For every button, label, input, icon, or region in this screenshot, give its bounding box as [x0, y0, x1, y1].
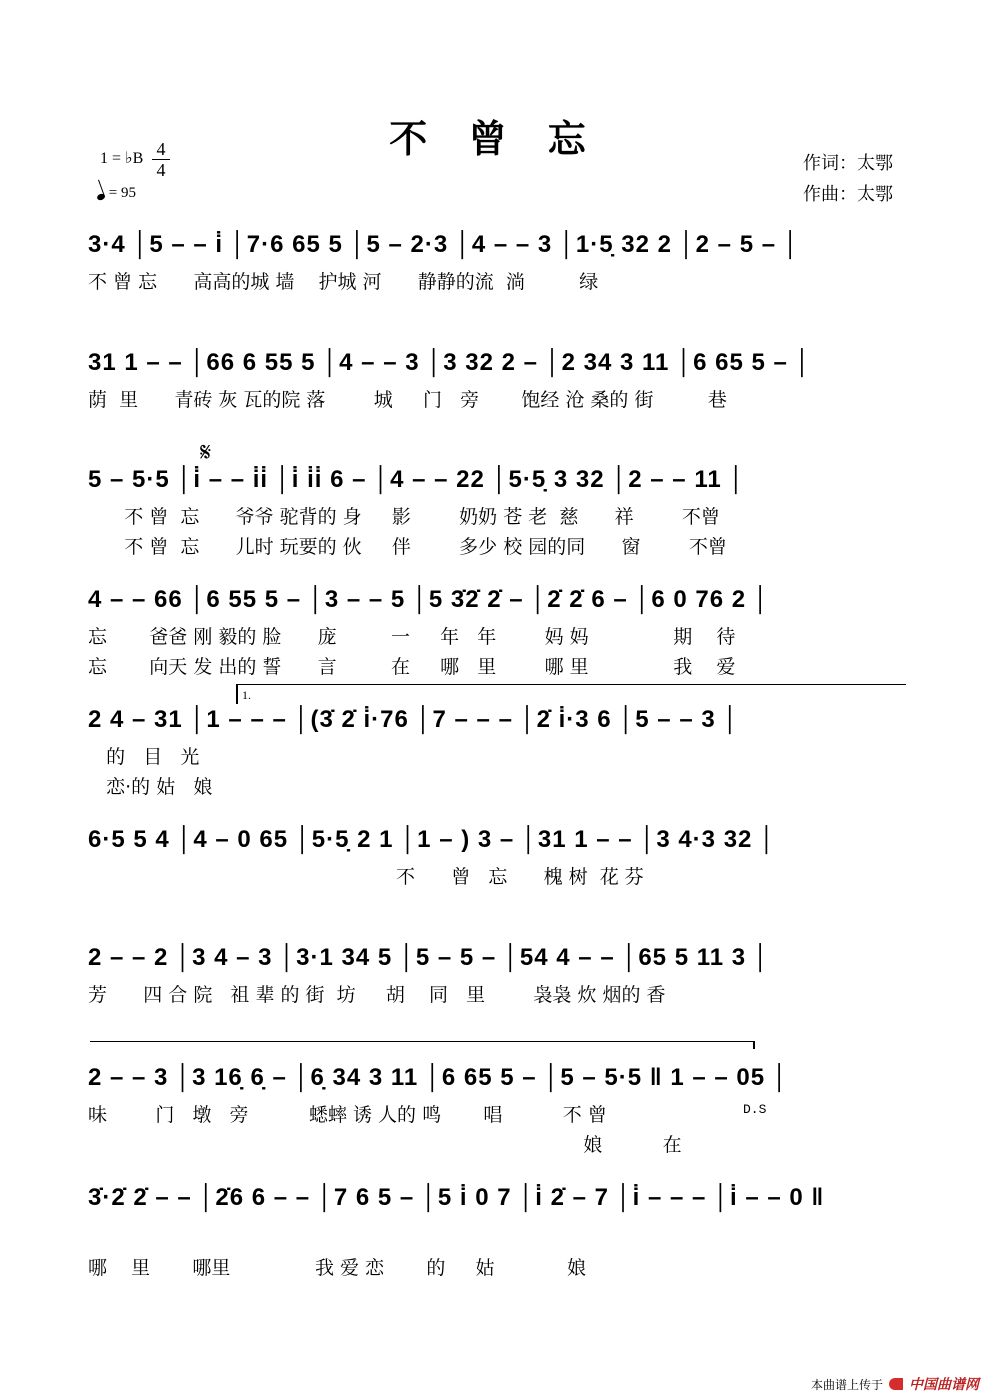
score-row-2 [88, 343, 908, 423]
lyricist: 作词：太鄂 [803, 153, 893, 174]
lyrics-verse-1: 忘 爸爸 刚 毅的 脸 庞 一 年 年 妈 妈 期 待 [88, 626, 736, 648]
score-row-3 [88, 438, 908, 570]
composer: 作曲：太鄂 [803, 184, 893, 205]
lyrics-verse-1: 不 曾 忘 高高的城 墙 护城 河 静静的流 淌 绿 [88, 271, 599, 293]
lyrics-verse-1: 不 曾 忘 爷爷 驼背的 身 影 奶奶 苍 老 慈 祥 不曾 [88, 506, 720, 528]
site-logo-icon [889, 1378, 903, 1390]
notation-line: 2 – – 2 │3 4 – 3 │3·1 34 5 │5 – 5 – │54 4 – – │65 5 11 3 │ [88, 944, 770, 971]
volta-bracket-2 [90, 1041, 754, 1042]
score-row-1 [88, 225, 908, 305]
segno-icon: 𝄋 [200, 438, 212, 468]
lyrics-verse-2: 恋·的 姑 娘 [88, 776, 213, 798]
lyrics-verse-2: 哪 里 哪里 我 爱 恋 的 姑 娘 [88, 1257, 587, 1279]
score-row-4 [88, 580, 908, 690]
lyrics-verse-1: 芳 四 合 院 祖 辈 的 街 坊 胡 同 里 袅袅 炊 烟的 香 [88, 984, 666, 1006]
notation-line: 6·5 5 4 │4 – 0 65 │5·5̣ 2 1 │1 – ) 3 – │31 1 – – │3 4·3 32 │ [88, 826, 777, 853]
tempo-value: = 95 [108, 185, 136, 201]
lyrics-verse-1: 荫 里 青砖 灰 瓦的院 落 城 门 旁 饱经 沧 桑的 街 巷 [88, 389, 727, 411]
notation-line: 2 – – 3 │3 16̣ 6̣ – │6̣ 34 3 11 │6 65 5 – │5 – 5·5 ‖ 1 – – 05 │ [88, 1064, 789, 1091]
tempo-marking [97, 185, 136, 202]
notation-line: 2 4 – 31 │1 – – – │(3̇ 2̇ i̇·76 │7 – – – │2̇ i̇·3 6 │5 – – 3 │ [88, 706, 740, 733]
lyrics-verse-1: 不 曾 忘 槐 树 花 芬 [88, 866, 644, 888]
quarter-note-icon [96, 193, 106, 201]
score-row-7 [88, 938, 908, 1018]
score-row-8 [88, 1058, 908, 1168]
lyrics-verse-2: 忘 向天 发 出的 誓 言 在 哪 里 哪 里 我 爱 [88, 656, 736, 678]
credits [803, 148, 893, 210]
footer-watermark [811, 1374, 979, 1394]
lyrics-verse-1: 味 门 墩 旁 蟋蟀 诱 人的 鸣 唱 不 曾 [88, 1104, 607, 1126]
volta-bracket [236, 684, 906, 685]
lyrics-verse-2: 不 曾 忘 儿时 玩要的 伙 伴 多少 校 园的同 窗 不曾 [88, 536, 727, 558]
lyrics-verse-2: 娘 在 [88, 1134, 682, 1156]
time-signature-bottom: 4 [156, 160, 166, 180]
notation-line: 31 1 – – │66 6 55 5 │4 – – 3 │3 32 2 – │2 34 3 11 │6 65 5 – │ [88, 349, 812, 376]
time-signature [152, 140, 170, 179]
time-signature-top: 4 [156, 139, 166, 159]
volta-number: 1. [242, 688, 251, 702]
dal-segno-marking: D.S [743, 1102, 767, 1117]
site-name[interactable]: 中国曲谱网 [909, 1377, 979, 1393]
score-title: 不 曾 忘 [389, 116, 600, 161]
volta-bracket-2-tick [753, 1041, 755, 1049]
key-signature: 1 = ♭B [100, 150, 144, 167]
score-row-5 [88, 700, 908, 810]
notation-line: 3·4 │5 – – i̇ │7·6 65 5 │5 – 2·3 │4 – – 3 │1·5̣ 32 2 │2 – 5 – │ [88, 231, 800, 258]
notation-line: 3̇·2̇ 2̇ – – │2̇6 6 – – │7 6 5 – │5 i̇ 0 7 │i̇ 2̇ – 7 │i̇ – – – │i̇ – – 0 ‖ [88, 1184, 825, 1211]
lyrics-verse-1: 的 目 光 [88, 746, 200, 768]
notation-line: 5 – 5·5 │i̇ – – i̇i̇ │i̇ i̇i̇ 6 – │4 – – 22 │5·5̣ 3 32 │2 – – 11 │ [88, 466, 746, 493]
notation-line: 4 – – 66 │6 55 5 – │3 – – 5 │5 3̇2̇ 2̇ – │2̇ 2̇ 6 – │6 0 76 2 │ [88, 586, 770, 613]
upload-text: 本曲谱上传于 [810, 1377, 883, 1392]
score-row-6 [88, 820, 908, 900]
score-row-9 [88, 1178, 908, 1288]
